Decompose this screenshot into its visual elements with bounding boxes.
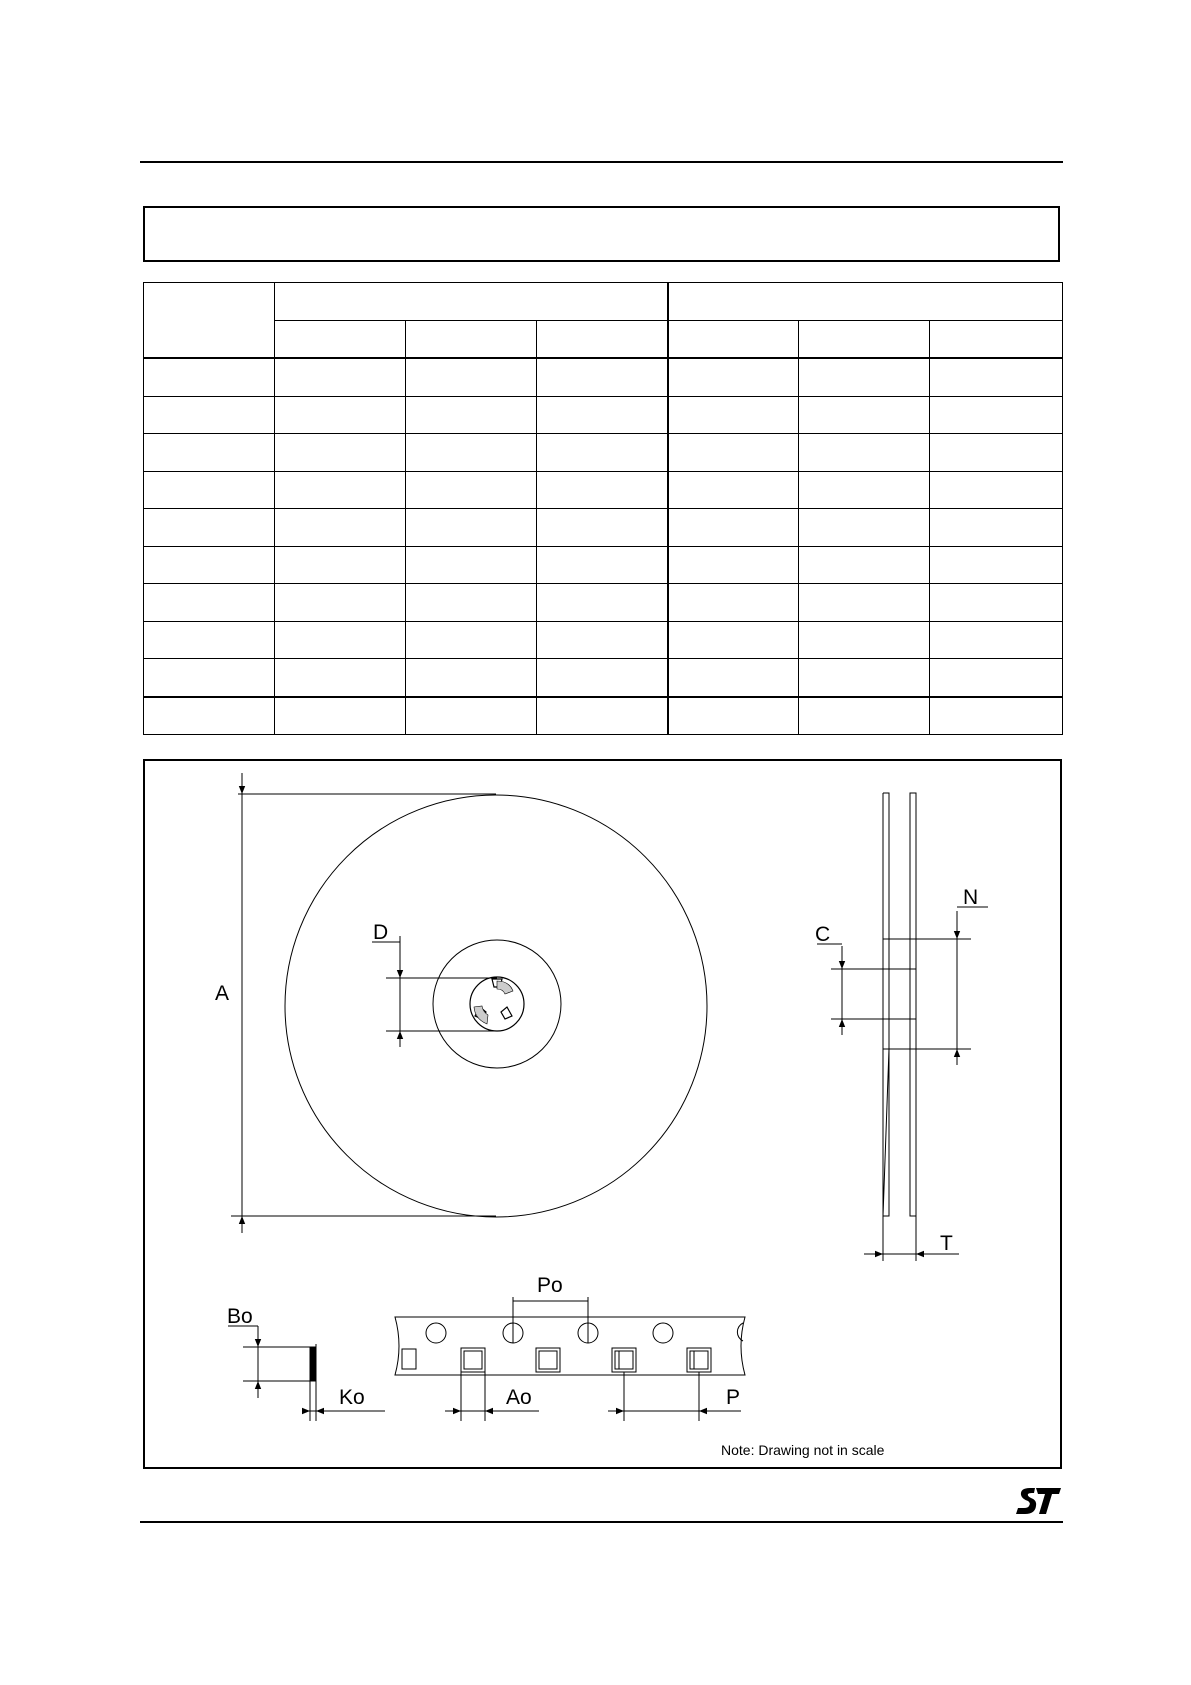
table-row <box>144 434 1063 472</box>
header-subcell <box>537 320 668 358</box>
table-row <box>144 471 1063 509</box>
label-po: Po <box>537 1274 563 1297</box>
header-subcell <box>406 320 537 358</box>
header-subcell <box>799 320 930 358</box>
table-row <box>144 546 1063 584</box>
reel-drawing <box>143 759 1062 1469</box>
table-header-row-2 <box>144 320 1063 358</box>
label-a: A <box>215 982 230 1005</box>
header-subcell <box>930 320 1063 358</box>
label-n: N <box>963 886 979 909</box>
table-row <box>144 396 1063 434</box>
table-row <box>144 509 1063 547</box>
dimension-c <box>817 944 889 1035</box>
label-d: D <box>373 921 389 944</box>
drawing-note: Note: Drawing not in scale <box>721 1442 885 1458</box>
table-row <box>144 697 1063 735</box>
label-c: C <box>815 923 831 946</box>
table-row <box>144 659 1063 697</box>
reel-dimensions-table <box>143 282 1063 735</box>
header-rule <box>140 161 1063 163</box>
table-title-box <box>143 206 1060 262</box>
label-ko: Ko <box>339 1386 365 1409</box>
label-bo: Bo <box>227 1305 253 1328</box>
label-ao: Ao <box>506 1386 532 1409</box>
header-type-cell <box>144 283 275 359</box>
dimension-po <box>513 1297 588 1343</box>
table-row <box>144 621 1063 659</box>
footer-rule <box>140 1521 1063 1523</box>
header-subcell <box>275 320 406 358</box>
header-subcell <box>668 320 799 358</box>
header-group-2-cell <box>668 283 1063 321</box>
reel-side-view <box>883 793 916 1261</box>
reel-front-view <box>285 795 707 1217</box>
carrier-tape <box>395 1317 745 1375</box>
header-group-1-cell <box>275 283 668 321</box>
table-row <box>144 584 1063 622</box>
dimension-n <box>916 907 988 1065</box>
dimension-p <box>608 1372 741 1421</box>
label-p: P <box>726 1386 741 1409</box>
table-header-row-1 <box>144 283 1063 321</box>
label-t: T <box>940 1232 953 1255</box>
st-logo <box>1016 1486 1062 1516</box>
reel-drawing-svg <box>145 761 1064 1471</box>
table-row <box>144 358 1063 396</box>
